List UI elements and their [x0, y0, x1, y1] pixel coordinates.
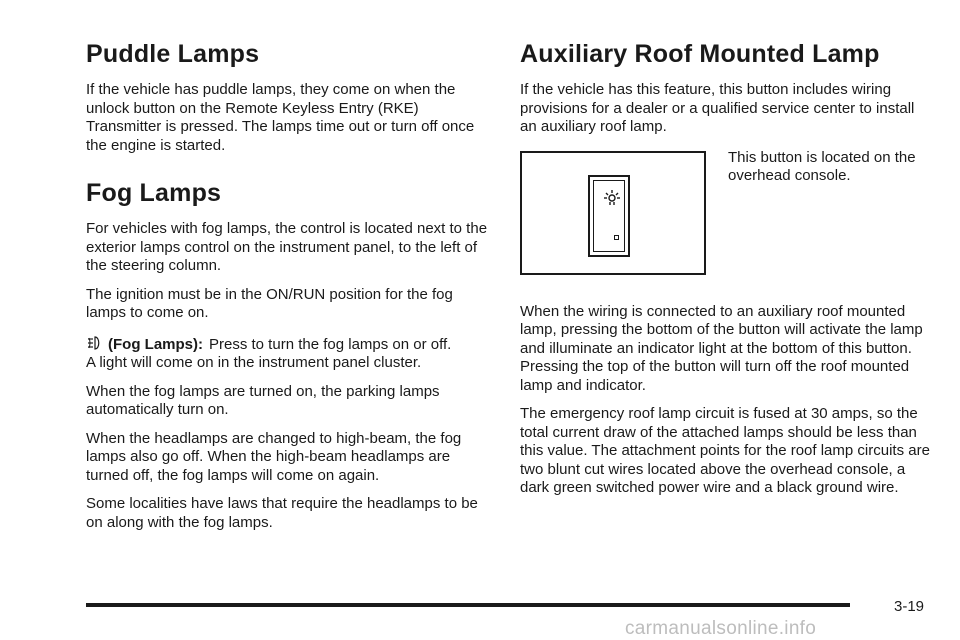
right-column — [520, 40, 930, 508]
auxiliary-roof-lamp-paragraph-2: When the wiring is connected to an auxiliary roof mounted lamp, pressing the bottom of the button will activate the lamp and illuminate an indicator light at the bottom of this button. Pressing the top of the button will turn off the roof mounted lamp and indicator. — [520, 302, 923, 394]
figure-caption: This button is located on the overhead console. — [728, 148, 916, 184]
switch-face — [593, 180, 625, 252]
fog-lamps-button-paragraph — [86, 333, 496, 373]
page-number: 3-19 — [894, 598, 925, 615]
watermark: carmanualsonline.info — [625, 618, 817, 639]
fog-lamp-icon — [86, 335, 102, 351]
auxiliary-roof-lamp-heading: Auxiliary Roof Mounted Lamp — [520, 40, 880, 68]
fog-lamps-button-line — [86, 333, 496, 355]
roof-lamp-figure — [520, 148, 930, 279]
indicator-light — [614, 235, 619, 240]
fog-lamps-button-text-continued: A light will come on in the instrument panel cluster. — [86, 354, 422, 371]
fog-lamps-button-text: Press to turn the fog lamps on or off. — [209, 335, 452, 353]
fog-lamps-paragraph-2: The ignition must be in the ON/RUN position for the fog lamps to come on. — [86, 285, 453, 321]
fog-lamps-heading: Fog Lamps — [86, 179, 222, 207]
lamp-symbol-icon — [603, 189, 621, 212]
fog-lamps-paragraph-6: Some localities have laws that require the headlamps to be on along with the fog lamps. — [86, 495, 478, 531]
roof-lamp-illustration — [520, 151, 706, 275]
auxiliary-roof-lamp-paragraph-3: The emergency roof lamp circuit is fused at 30 amps, so the total current draw of the attached lamps should be less than this value. The attachment points for the roof lamp circuits are two blunt cut wires located above the overhead console, a dark green switched power wire and a black ground wire. — [520, 405, 930, 496]
fog-lamps-paragraph-1: For vehicles with fog lamps, the control is located next to the exterior lamps control on the instrument panel, to the left of the steering column. — [86, 220, 488, 274]
roof-lamp-switch-icon — [588, 175, 630, 257]
left-column — [86, 40, 496, 542]
fog-lamps-paragraph-5: When the headlamps are changed to high-beam, the fog lamps also go off. When the high-beam headlamps are turned off, the fog lamps will come on again. — [86, 429, 462, 484]
auxiliary-roof-lamp-paragraph-1: If the vehicle has this feature, this button includes wiring provisions for a dealer or a qualified service center to install an auxiliary roof lamp. — [520, 81, 915, 135]
fog-lamps-paragraph-4: When the fog lamps are turned on, the parking lamps automatically turn on. — [86, 382, 440, 418]
footer-rule — [86, 603, 850, 607]
puddle-lamps-heading: Puddle Lamps — [86, 40, 260, 68]
fog-lamps-button-label: (Fog Lamps): — [108, 335, 203, 353]
puddle-lamps-text: If the vehicle has puddle lamps, they come on when the unlock button on the Remote Keyless Entry (RKE) Transmitter is pressed. The lamps time out or turn off once the engine is started. — [86, 81, 475, 154]
